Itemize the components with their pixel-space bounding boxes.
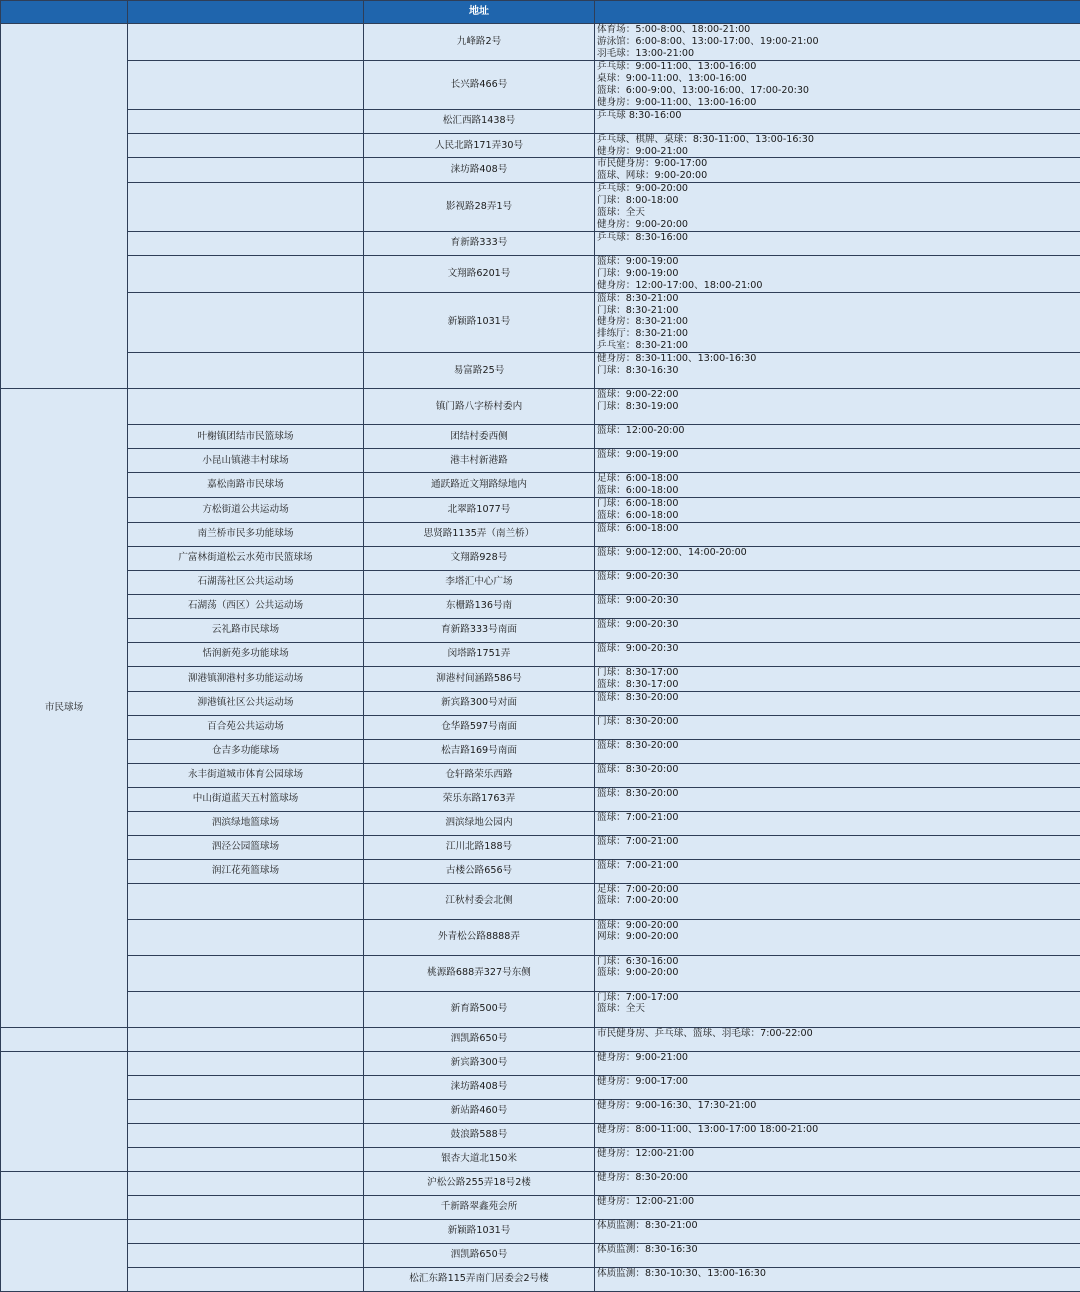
opening-hours-line: 篮球：9:00-20:30 bbox=[597, 595, 1078, 607]
table-row bbox=[1, 763, 1080, 787]
address-cell: 松汇西路1438号 bbox=[364, 109, 595, 133]
venue-name-cell: 广富林街道松云水苑市民篮球场 bbox=[128, 546, 364, 570]
table-row bbox=[1, 353, 1080, 389]
opening-hours-line: 体质监测：8:30-21:00 bbox=[597, 1220, 1078, 1232]
table-row bbox=[1, 859, 1080, 883]
opening-hours-line: 篮球：7:00-20:00 bbox=[597, 895, 1078, 907]
table-row bbox=[1, 955, 1080, 991]
opening-hours-line: 篮球：9:00-20:00 bbox=[597, 920, 1078, 932]
venue-name-cell: 永丰街道城市体育公园球场 bbox=[128, 763, 364, 787]
address-cell: 江秋村委会北侧 bbox=[364, 883, 595, 919]
opening-hours-line: 游泳馆：6:00-8:00、13:00-17:00、19:00-21:00 bbox=[597, 36, 1078, 48]
venue-name-cell bbox=[128, 1267, 364, 1291]
opening-hours-line: 足球：6:00-18:00 bbox=[597, 473, 1078, 485]
category-cell bbox=[1, 24, 128, 389]
table-row bbox=[1, 715, 1080, 739]
opening-hours-line: 篮球：9:00-19:00 bbox=[597, 449, 1078, 461]
venue-name-cell: 南兰桥市民多功能球场 bbox=[128, 522, 364, 546]
table-row bbox=[1, 1051, 1080, 1075]
address-cell: 团结村委西侧 bbox=[364, 425, 595, 449]
table-row bbox=[1, 473, 1080, 498]
opening-hours-cell bbox=[595, 24, 1080, 61]
venue-name-cell: 石湖荡（西区）公共运动场 bbox=[128, 594, 364, 618]
opening-hours-cell bbox=[595, 158, 1080, 183]
venue-name-cell: 方松街道公共运动场 bbox=[128, 497, 364, 522]
venue-name-cell bbox=[128, 133, 364, 158]
venue-name-cell bbox=[128, 231, 364, 255]
opening-hours-line: 健身房：8:00-11:00、13:00-17:00 18:00-21:00 bbox=[597, 1124, 1078, 1136]
address-cell: 镇门路八字桥村委内 bbox=[364, 389, 595, 425]
opening-hours-cell bbox=[595, 449, 1080, 473]
opening-hours-cell bbox=[595, 231, 1080, 255]
venue-name-cell: 恬润新苑多功能球场 bbox=[128, 642, 364, 666]
venue-name-cell bbox=[128, 919, 364, 955]
opening-hours-line: 健身房：9:00-16:30、17:30-21:00 bbox=[597, 1100, 1078, 1112]
opening-hours-line: 篮球：9:00-20:00 bbox=[597, 967, 1078, 979]
opening-hours-line: 健身房：8:30-20:00 bbox=[597, 1172, 1078, 1184]
address-cell: 松汇东路115弄南门居委会2号楼 bbox=[364, 1267, 595, 1291]
address-cell: 松吉路169号南面 bbox=[364, 739, 595, 763]
opening-hours-cell bbox=[595, 763, 1080, 787]
header-category bbox=[1, 1, 128, 24]
venue-name-cell bbox=[128, 1051, 364, 1075]
opening-hours-line: 篮球：全天 bbox=[597, 207, 1078, 219]
opening-hours-cell bbox=[595, 1147, 1080, 1171]
opening-hours-line: 健身房：12:00-21:00 bbox=[597, 1148, 1078, 1160]
venue-name-cell: 泗泾公园篮球场 bbox=[128, 835, 364, 859]
venue-name-cell bbox=[128, 255, 364, 292]
address-cell: 荣乐东路1763弄 bbox=[364, 787, 595, 811]
venue-name-cell: 泗滨绿地篮球场 bbox=[128, 811, 364, 835]
address-cell: 银杏大道北150米 bbox=[364, 1147, 595, 1171]
venue-name-cell: 润江花苑篮球场 bbox=[128, 859, 364, 883]
opening-hours-line: 健身房：12:00-17:00、18:00-21:00 bbox=[597, 280, 1078, 292]
venue-name-cell bbox=[128, 1219, 364, 1243]
address-cell: 新宾路300号 bbox=[364, 1051, 595, 1075]
address-cell: 新站路460号 bbox=[364, 1099, 595, 1123]
table-row bbox=[1, 1123, 1080, 1147]
opening-hours-line: 门球：8:30-16:30 bbox=[597, 365, 1078, 377]
venue-name-cell: 泖港镇社区公共运动场 bbox=[128, 691, 364, 715]
address-cell: 文翔路6201号 bbox=[364, 255, 595, 292]
table-row bbox=[1, 1171, 1080, 1195]
opening-hours-line: 篮球：6:00-9:00、13:00-16:00、17:00-20:30 bbox=[597, 85, 1078, 97]
table-body bbox=[1, 24, 1080, 1292]
address-cell: 文翔路928号 bbox=[364, 546, 595, 570]
opening-hours-cell bbox=[595, 61, 1080, 110]
table-row bbox=[1, 1147, 1080, 1171]
venue-name-cell: 中山街道蓝天五村篮球场 bbox=[128, 787, 364, 811]
address-cell: 新宾路300号对面 bbox=[364, 691, 595, 715]
opening-hours-cell bbox=[595, 1195, 1080, 1219]
opening-hours-cell bbox=[595, 883, 1080, 919]
opening-hours-line: 篮球：7:00-21:00 bbox=[597, 860, 1078, 872]
table-row bbox=[1, 787, 1080, 811]
opening-hours-line: 篮球：6:00-18:00 bbox=[597, 485, 1078, 497]
venue-name-cell bbox=[128, 1147, 364, 1171]
opening-hours-line: 篮球：8:30-21:00 bbox=[597, 293, 1078, 305]
category-cell bbox=[1, 1171, 128, 1219]
opening-hours-line: 乒乓球、棋牌、桌球：8:30-11:00、13:00-16:30 bbox=[597, 134, 1078, 146]
table-row bbox=[1, 618, 1080, 642]
opening-hours-cell bbox=[595, 425, 1080, 449]
address-cell: 闵塔路1751弄 bbox=[364, 642, 595, 666]
table-row bbox=[1, 255, 1080, 292]
address-cell: 泖港村间涵路586号 bbox=[364, 666, 595, 691]
opening-hours-cell bbox=[595, 1219, 1080, 1243]
header-address: 地址 bbox=[364, 1, 595, 24]
opening-hours-line: 门球：7:00-17:00 bbox=[597, 992, 1078, 1004]
opening-hours-cell bbox=[595, 473, 1080, 498]
venue-name-cell bbox=[128, 1243, 364, 1267]
table-row bbox=[1, 183, 1080, 232]
venue-name-cell bbox=[128, 24, 364, 61]
address-cell: 北翠路1077号 bbox=[364, 497, 595, 522]
table-row bbox=[1, 389, 1080, 425]
opening-hours-line: 健身房：9:00-21:00 bbox=[597, 146, 1078, 158]
opening-hours-cell bbox=[595, 255, 1080, 292]
opening-hours-line: 篮球：12:00-20:00 bbox=[597, 425, 1078, 437]
address-cell: 沪松公路255弄18号2楼 bbox=[364, 1171, 595, 1195]
address-cell: 育新路333号 bbox=[364, 231, 595, 255]
table-row bbox=[1, 835, 1080, 859]
table-row bbox=[1, 1243, 1080, 1267]
venue-name-cell bbox=[128, 353, 364, 389]
category-cell bbox=[1, 1027, 128, 1051]
table-row bbox=[1, 642, 1080, 666]
venue-name-cell bbox=[128, 158, 364, 183]
table-row bbox=[1, 691, 1080, 715]
table-row bbox=[1, 522, 1080, 546]
opening-hours-cell bbox=[595, 1243, 1080, 1267]
opening-hours-cell bbox=[595, 811, 1080, 835]
opening-hours-line: 篮球：9:00-22:00 bbox=[597, 389, 1078, 401]
table-row bbox=[1, 570, 1080, 594]
opening-hours-line: 乒乓球：8:30-16:00 bbox=[597, 232, 1078, 244]
opening-hours-line: 篮球：7:00-21:00 bbox=[597, 836, 1078, 848]
opening-hours-line: 健身房：8:30-21:00 bbox=[597, 316, 1078, 328]
table-row bbox=[1, 1099, 1080, 1123]
table-row bbox=[1, 594, 1080, 618]
address-cell: 新育路500号 bbox=[364, 991, 595, 1027]
address-cell: 新颖路1031号 bbox=[364, 1219, 595, 1243]
venue-name-cell: 叶榭镇团结市民篮球场 bbox=[128, 425, 364, 449]
address-cell: 通跃路近文翔路绿地内 bbox=[364, 473, 595, 498]
opening-hours-line: 篮球、网球：9:00-20:00 bbox=[597, 170, 1078, 182]
opening-hours-line: 篮球：8:30-20:00 bbox=[597, 788, 1078, 800]
table-row bbox=[1, 1219, 1080, 1243]
opening-hours-line: 篮球：6:00-18:00 bbox=[597, 510, 1078, 522]
opening-hours-line: 健身房：9:00-21:00 bbox=[597, 1052, 1078, 1064]
opening-hours-line: 健身房：8:30-11:00、13:00-16:30 bbox=[597, 353, 1078, 365]
opening-hours-cell bbox=[595, 594, 1080, 618]
opening-hours-cell bbox=[595, 691, 1080, 715]
opening-hours-line: 健身房：12:00-21:00 bbox=[597, 1196, 1078, 1208]
table-row bbox=[1, 292, 1080, 353]
venue-name-cell bbox=[128, 991, 364, 1027]
venue-name-cell bbox=[128, 1195, 364, 1219]
table-row bbox=[1, 1027, 1080, 1051]
opening-hours-line: 网球：9:00-20:00 bbox=[597, 931, 1078, 943]
table-row bbox=[1, 24, 1080, 61]
venue-name-cell bbox=[128, 1099, 364, 1123]
opening-hours-line: 篮球：6:00-18:00 bbox=[597, 523, 1078, 535]
address-cell: 人民北路171弄30号 bbox=[364, 133, 595, 158]
opening-hours-cell bbox=[595, 292, 1080, 353]
venue-name-cell: 石湖荡社区公共运动场 bbox=[128, 570, 364, 594]
table-row bbox=[1, 449, 1080, 473]
opening-hours-cell bbox=[595, 1123, 1080, 1147]
table-row bbox=[1, 546, 1080, 570]
opening-hours-line: 篮球：8:30-20:00 bbox=[597, 764, 1078, 776]
category-cell bbox=[1, 1051, 128, 1171]
table-row bbox=[1, 109, 1080, 133]
address-cell: 长兴路466号 bbox=[364, 61, 595, 110]
opening-hours-line: 市民健身房：9:00-17:00 bbox=[597, 158, 1078, 170]
opening-hours-line: 篮球：9:00-20:30 bbox=[597, 619, 1078, 631]
venue-name-cell bbox=[128, 61, 364, 110]
opening-hours-line: 门球：6:30-16:00 bbox=[597, 956, 1078, 968]
address-cell: 李塔汇中心广场 bbox=[364, 570, 595, 594]
table-row bbox=[1, 158, 1080, 183]
table-row bbox=[1, 666, 1080, 691]
opening-hours-line: 篮球：7:00-21:00 bbox=[597, 812, 1078, 824]
opening-hours-cell bbox=[595, 919, 1080, 955]
category-cell: 市民球场 bbox=[1, 389, 128, 1027]
venue-name-cell bbox=[128, 1171, 364, 1195]
opening-hours-cell bbox=[595, 618, 1080, 642]
opening-hours-line: 篮球：9:00-12:00、14:00-20:00 bbox=[597, 547, 1078, 559]
address-cell: 易富路25号 bbox=[364, 353, 595, 389]
opening-hours-cell bbox=[595, 642, 1080, 666]
opening-hours-cell bbox=[595, 133, 1080, 158]
opening-hours-cell bbox=[595, 666, 1080, 691]
opening-hours-cell bbox=[595, 859, 1080, 883]
address-cell: 东栅路136号南 bbox=[364, 594, 595, 618]
opening-hours-cell bbox=[595, 1051, 1080, 1075]
table-row bbox=[1, 1075, 1080, 1099]
address-cell: 涞坊路408号 bbox=[364, 1075, 595, 1099]
address-cell: 新颖路1031号 bbox=[364, 292, 595, 353]
address-cell: 泗凯路650号 bbox=[364, 1027, 595, 1051]
venue-name-cell: 云礼路市民球场 bbox=[128, 618, 364, 642]
venue-name-cell bbox=[128, 955, 364, 991]
opening-hours-cell bbox=[595, 183, 1080, 232]
table-row bbox=[1, 991, 1080, 1027]
opening-hours-cell bbox=[595, 1075, 1080, 1099]
address-cell: 育新路333号南面 bbox=[364, 618, 595, 642]
table-row bbox=[1, 811, 1080, 835]
opening-hours-line: 乒乓球：9:00-11:00、13:00-16:00 bbox=[597, 61, 1078, 73]
opening-hours-line: 羽毛球：13:00-21:00 bbox=[597, 48, 1078, 60]
opening-hours-line: 足球：7:00-20:00 bbox=[597, 884, 1078, 896]
opening-hours-cell bbox=[595, 835, 1080, 859]
opening-hours-line: 门球：8:00-18:00 bbox=[597, 195, 1078, 207]
venue-name-cell bbox=[128, 1027, 364, 1051]
opening-hours-line: 篮球：全天 bbox=[597, 1003, 1078, 1015]
opening-hours-line: 健身房：9:00-20:00 bbox=[597, 219, 1078, 231]
venue-name-cell: 百合苑公共运动场 bbox=[128, 715, 364, 739]
opening-hours-line: 健身房：9:00-11:00、13:00-16:00 bbox=[597, 97, 1078, 109]
table-row bbox=[1, 1195, 1080, 1219]
opening-hours-line: 桌球：9:00-11:00、13:00-16:00 bbox=[597, 73, 1078, 85]
opening-hours-line: 体育场：5:00-8:00、18:00-21:00 bbox=[597, 24, 1078, 36]
header-row bbox=[1, 1, 1080, 24]
opening-hours-line: 门球：8:30-21:00 bbox=[597, 305, 1078, 317]
venue-name-cell: 嘉松南路市民球场 bbox=[128, 473, 364, 498]
opening-hours-line: 门球：8:30-17:00 bbox=[597, 667, 1078, 679]
opening-hours-line: 篮球：8:30-20:00 bbox=[597, 692, 1078, 704]
opening-hours-cell bbox=[595, 570, 1080, 594]
address-cell: 仓轩路荣乐西路 bbox=[364, 763, 595, 787]
opening-hours-line: 市民健身房、乒乓球、篮球、羽毛球：7:00-22:00 bbox=[597, 1028, 1078, 1040]
address-cell: 泗凯路650号 bbox=[364, 1243, 595, 1267]
table-row bbox=[1, 425, 1080, 449]
address-cell: 影视路28弄1号 bbox=[364, 183, 595, 232]
opening-hours-cell bbox=[595, 1099, 1080, 1123]
opening-hours-cell bbox=[595, 991, 1080, 1027]
venue-name-cell bbox=[128, 1075, 364, 1099]
opening-hours-line: 门球：9:00-19:00 bbox=[597, 268, 1078, 280]
table-row bbox=[1, 919, 1080, 955]
opening-hours-cell bbox=[595, 353, 1080, 389]
opening-hours-line: 乒乓室：8:30-21:00 bbox=[597, 340, 1078, 352]
opening-hours-line: 体质监测：8:30-16:30 bbox=[597, 1244, 1078, 1256]
table-row bbox=[1, 231, 1080, 255]
table-row bbox=[1, 497, 1080, 522]
opening-hours-line: 篮球：8:30-20:00 bbox=[597, 740, 1078, 752]
opening-hours-line: 体质监测：8:30-10:30、13:00-16:30 bbox=[597, 1268, 1078, 1280]
address-cell: 桃源路688弄327号东侧 bbox=[364, 955, 595, 991]
venue-name-cell bbox=[128, 109, 364, 133]
opening-hours-line: 门球：8:30-20:00 bbox=[597, 716, 1078, 728]
opening-hours-cell bbox=[595, 739, 1080, 763]
address-cell: 仓华路597号南面 bbox=[364, 715, 595, 739]
opening-hours-line: 篮球：9:00-20:30 bbox=[597, 571, 1078, 583]
address-cell: 古楼公路656号 bbox=[364, 859, 595, 883]
venue-name-cell bbox=[128, 883, 364, 919]
opening-hours-line: 篮球：9:00-19:00 bbox=[597, 256, 1078, 268]
address-cell: 千新路翠鑫苑会所 bbox=[364, 1195, 595, 1219]
venue-name-cell: 仓吉多功能球场 bbox=[128, 739, 364, 763]
opening-hours-line: 乒乓球 8:30-16:00 bbox=[597, 110, 1078, 122]
venue-name-cell bbox=[128, 183, 364, 232]
venue-name-cell bbox=[128, 389, 364, 425]
venue-name-cell bbox=[128, 1123, 364, 1147]
opening-hours-cell bbox=[595, 1267, 1080, 1291]
address-cell: 涞坊路408号 bbox=[364, 158, 595, 183]
opening-hours-cell bbox=[595, 546, 1080, 570]
opening-hours-line: 乒乓球：9:00-20:00 bbox=[597, 183, 1078, 195]
opening-hours-cell bbox=[595, 522, 1080, 546]
opening-hours-cell bbox=[595, 787, 1080, 811]
opening-hours-cell bbox=[595, 389, 1080, 425]
table-row bbox=[1, 133, 1080, 158]
category-cell bbox=[1, 1219, 128, 1291]
address-cell: 思贤路1135弄（南兰桥） bbox=[364, 522, 595, 546]
address-cell: 港丰村新港路 bbox=[364, 449, 595, 473]
opening-hours-line: 篮球：8:30-17:00 bbox=[597, 679, 1078, 691]
opening-hours-cell bbox=[595, 1171, 1080, 1195]
table-row bbox=[1, 883, 1080, 919]
table-row bbox=[1, 739, 1080, 763]
opening-hours-line: 门球：6:00-18:00 bbox=[597, 498, 1078, 510]
opening-hours-cell bbox=[595, 955, 1080, 991]
opening-hours-cell bbox=[595, 715, 1080, 739]
address-cell: 泗滨绿地公园内 bbox=[364, 811, 595, 835]
venue-name-cell: 泖港镇泖港村多功能运动场 bbox=[128, 666, 364, 691]
table-row bbox=[1, 61, 1080, 110]
opening-hours-line: 篮球：9:00-20:30 bbox=[597, 643, 1078, 655]
address-cell: 鼓浪路588号 bbox=[364, 1123, 595, 1147]
opening-hours-line: 门球：8:30-19:00 bbox=[597, 401, 1078, 413]
venue-name-cell bbox=[128, 292, 364, 353]
address-cell: 江川北路188号 bbox=[364, 835, 595, 859]
venue-name-cell: 小昆山镇港丰村球场 bbox=[128, 449, 364, 473]
opening-hours-cell bbox=[595, 497, 1080, 522]
opening-hours-cell bbox=[595, 1027, 1080, 1051]
address-cell: 外青松公路8888弄 bbox=[364, 919, 595, 955]
opening-hours-line: 排练厅：8:30-21:00 bbox=[597, 328, 1078, 340]
address-cell: 九峰路2号 bbox=[364, 24, 595, 61]
header-venue-name bbox=[128, 1, 364, 24]
opening-hours-line: 健身房：9:00-17:00 bbox=[597, 1076, 1078, 1088]
opening-hours-cell bbox=[595, 109, 1080, 133]
table-row bbox=[1, 1267, 1080, 1291]
header-opening-hours bbox=[595, 1, 1080, 24]
